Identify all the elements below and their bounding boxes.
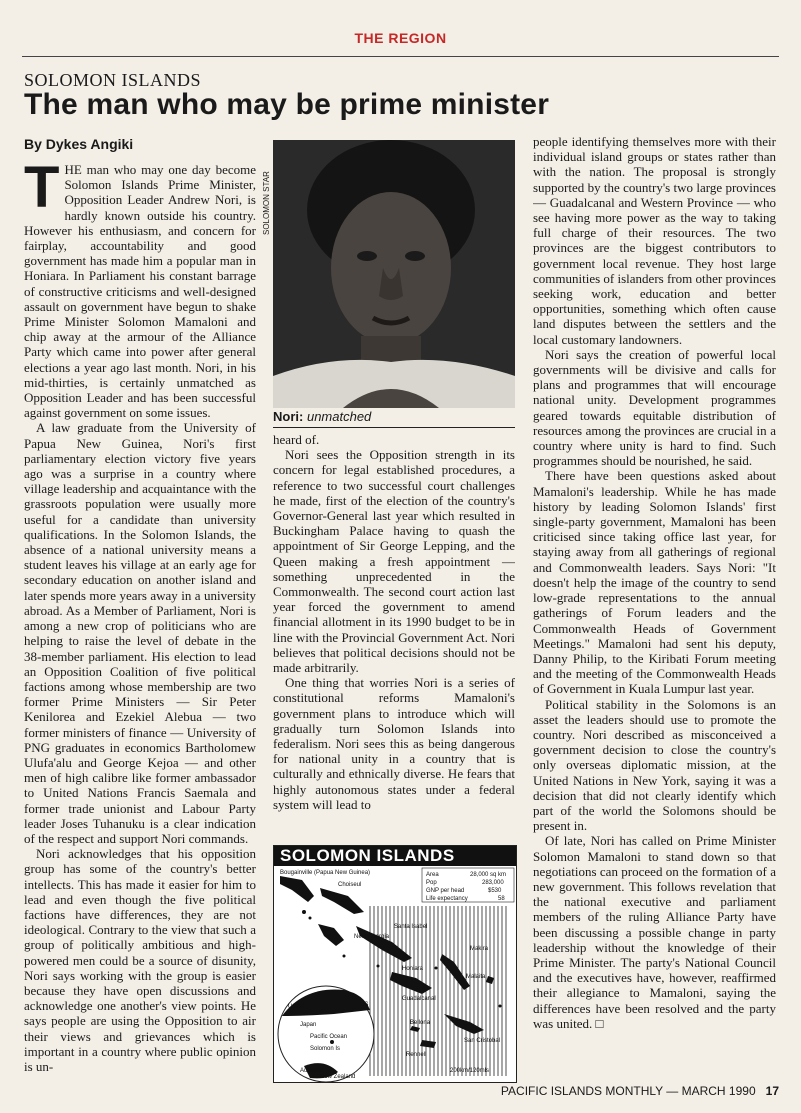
map-label-new-zealand: New Zealand [320,1074,356,1080]
map-label-guadalcanal: Guadalcanal [402,996,436,1002]
map-label-san-cristobal: San Cristobal [464,1038,501,1044]
map-label-japan: Japan [300,1022,317,1028]
divider [22,56,779,57]
article-paragraph: One thing that worries Nori is a series of constitutional reforms Mamaloni's government plans to introduce which will gradually turn Solomon Islands into federalism. Nori sees this as being dangerous for national unity in a country that is culturally and ethnically diverse. He fears that highly autonomous states under a federal system will lead to [273,675,515,812]
map-label-solomon-is: Solomon Is [310,1046,341,1052]
stat-value: 28,000 sq km [470,872,507,878]
article-paragraph [24,162,256,420]
photo-credit-text: SOLOMON STAR [262,171,271,235]
caption-name: Nori: [273,409,304,424]
article-kicker: SOLOMON ISLANDS [24,70,202,90]
map-label-rennell: Rennell [406,1052,427,1058]
article-column-2 [273,432,515,842]
article-column-3 [533,134,776,1086]
stat-value: 58 [498,896,505,902]
stat-value: 283,000 [482,880,504,886]
map-label-bellona: Bellona [410,1020,431,1026]
map-label-bougainville: Bougainville (Papua New Guinea) [280,870,371,876]
map-label-santa-isabel: Santa Isabel [394,924,428,930]
stat-value: $530 [488,888,502,894]
article-paragraph: people identifying themselves more with their individual island groups or states rather than with the nation. The proposal is strongly supported by the country's two large provinces — Guadalcanal and Western Province — who see having more power as the way to taking full charge of their resources. The two provinces are the biggest contributors to government local revenue. They host large communities of islanders from other provinces seeking work, education and better opportunities, something which often cause land disputes between the settlers and the local customary landowners. [533,134,776,347]
article-paragraph: Political stability in the Solomons is an asset the leaders should use to promote the country. Nori described as misconceived a government decision to close the country's only overseas diplomatic mission, at the United Nations in New York, saying it was a decision that did not clearly identify which part of the world the Solomons should be present in. [533,696,776,834]
map-label-ussr: USSR [288,1004,305,1010]
article-paragraph: There have been questions asked about Mamaloni's leadership. While he has made history by leading Solomon Islands' first single-party government, Mamaloni has been criticised since taking office last year, for staying away from all gatherings of regional and Commonwealth leaders. Says Nori: "It doesn't help the image of the country to send low-grade representations to the annual gatherings of Forum leaders and the Commonwealth Heads of Government Meetings." Mamaloni had sent his deputy, Danny Philip, to the Kiribati Forum meeting and the meeting of the Commonwealth Heads of Government in Kuala Lumpur last year. [533,468,776,697]
article-byline: By Dykes Angiki [24,136,134,152]
photo-credit [262,140,272,235]
map-box [273,845,517,1083]
page-number: 17 [765,1084,779,1098]
sea-hatching [370,906,506,1076]
stat-label: Area [426,872,439,878]
page-footer [501,1084,779,1098]
map-label-australia: Australia [300,1068,324,1074]
section-label: THE REGION [354,30,447,46]
stat-label: Pop [426,880,437,886]
map-label-honiara: Honiara [402,966,424,972]
portrait-illustration [273,140,515,408]
article-paragraph: Nori sees the Opposition strength in its concern for legal established procedures, a reference to two successful court challenges he made, first of the election of the country's Governor-General last year which resulted in Buckingham Palace having to quash the appointment of Sir George Lepping, and the Queen making a fresh appointment — something unprecedented in the Commonwealth. The second court action last year forced the government to amend financial allotment in its 1990 budget to be in line with the Provincial Government Act. Nori believes that political decisions should not be made arbitrarily. [273,447,515,676]
map-title: SOLOMON ISLANDS [274,846,516,866]
drop-cap: T [24,162,60,220]
portrait-photo [273,140,515,408]
paragraph-text: HE man who may one day become Solomon Islands Prime Minister, Opposition Leader Andrew Nori, is hardly known outside his country. However his enthusiasm, and concern for fairplay, accountability and good government has made him a popular man in Honiara. In Parliament his constant barrage of constructive criticisms and well-designed assault on government have begun to shake Prime Minister Solomon Mamaloni and chip away at the armour of the Alliance Party which came into power after general elections a year ago last month. Nori, in his mid-thirties, is certainly unmatched as Opposition Leader and has been successful against government on some issues. [24,162,256,421]
map-label-choiseul: Choiseul [338,882,362,888]
article-paragraph: heard of. [273,432,320,447]
article-paragraph: Nori says the creation of powerful local governments will be divisive and calls for plans and programmes that will encourage national unity. Development programmes geared towards equitable distribution of resources among the provinces are crucial in a country where unity is hard to find. Such programmes should be nourished, he said. [533,346,776,469]
photo-caption [273,409,515,428]
stat-label: Life expectancy [426,896,468,902]
publication-info: PACIFIC ISLANDS MONTHLY — MARCH 1990 [500,1084,756,1098]
map-label-us: US [360,1002,369,1008]
article-column-1 [24,162,256,1086]
map-label-pacific-ocean: Pacific Ocean [310,1034,348,1040]
map-label-malaita: Malaita [466,974,486,980]
map-label-new-georgia: New Georgia [354,934,390,940]
map-scale: 200km/120mls [450,1068,490,1074]
article-paragraph: Nori acknowledges that his opposition group has some of the country's better intellects. This has made it easier for him to lead and even though the five political factions have differences, they are not ideological. Contrary to the view that such a group of politically ambitious and high-powered men could be a source of disunity, Nori says working with the group is easier because they have open discussions and acknowledge one another's view points. He says people are using the Opposition to air their views and grievances which is important in a country where public opinion is un- [24,846,256,1074]
caption-desc: unmatched [306,409,372,424]
map-label-makira: Makira [470,946,489,952]
article-paragraph: Of late, Nori has called on Prime Minister Solomon Mamaloni to stand down so that negotiations can proceed on the formation of a new government. This follows revelation that the national executive and parliament members of the ruling Alliance Party have been discussing a possible change in party leadership without the knowledge of their Prime Minister. The party's National Council and the executives have, however, reaffirmed their allegiance to Mamaloni, saying the differences have been resolved and the party was united. □ [533,833,776,1031]
article-paragraph: A law graduate from the University of Papua New Guinea, Nori's first parliamentary election victory five years ago was a surprise in a country where village leadership and acquaintance with the grassroots population were usually more useful for a candidate than university qualifications. In the Solomon Islands, the absence of a national university means a student leaves his village at an early age for secondary education on another island and later spends more years away in a university abroad. As a Member of Parliament, Nori is among a new crop of politicians who are helping to raise the level of debate in the 38-member parliament. His election to lead an Opposition Coalition of five political factions among whose membership are two former Prime Ministers — Sir Peter Kenilorea and Ezekiel Alebua — two former ministers of finance — University of PNG graduates in economics Bartholomew Ulufa'alu and George Kejoa — and other men of high calibre like former ambassador to United Nations Francis Saemala and former trade unionist and Labour Party leader Joses Tuhanuku is a clear indication of the respect and support Nori commands. [24,420,256,846]
article-headline: The man who may be prime minister [24,88,550,121]
solomon-islands-map [274,866,516,1082]
stat-label: GNP per head [426,888,465,894]
